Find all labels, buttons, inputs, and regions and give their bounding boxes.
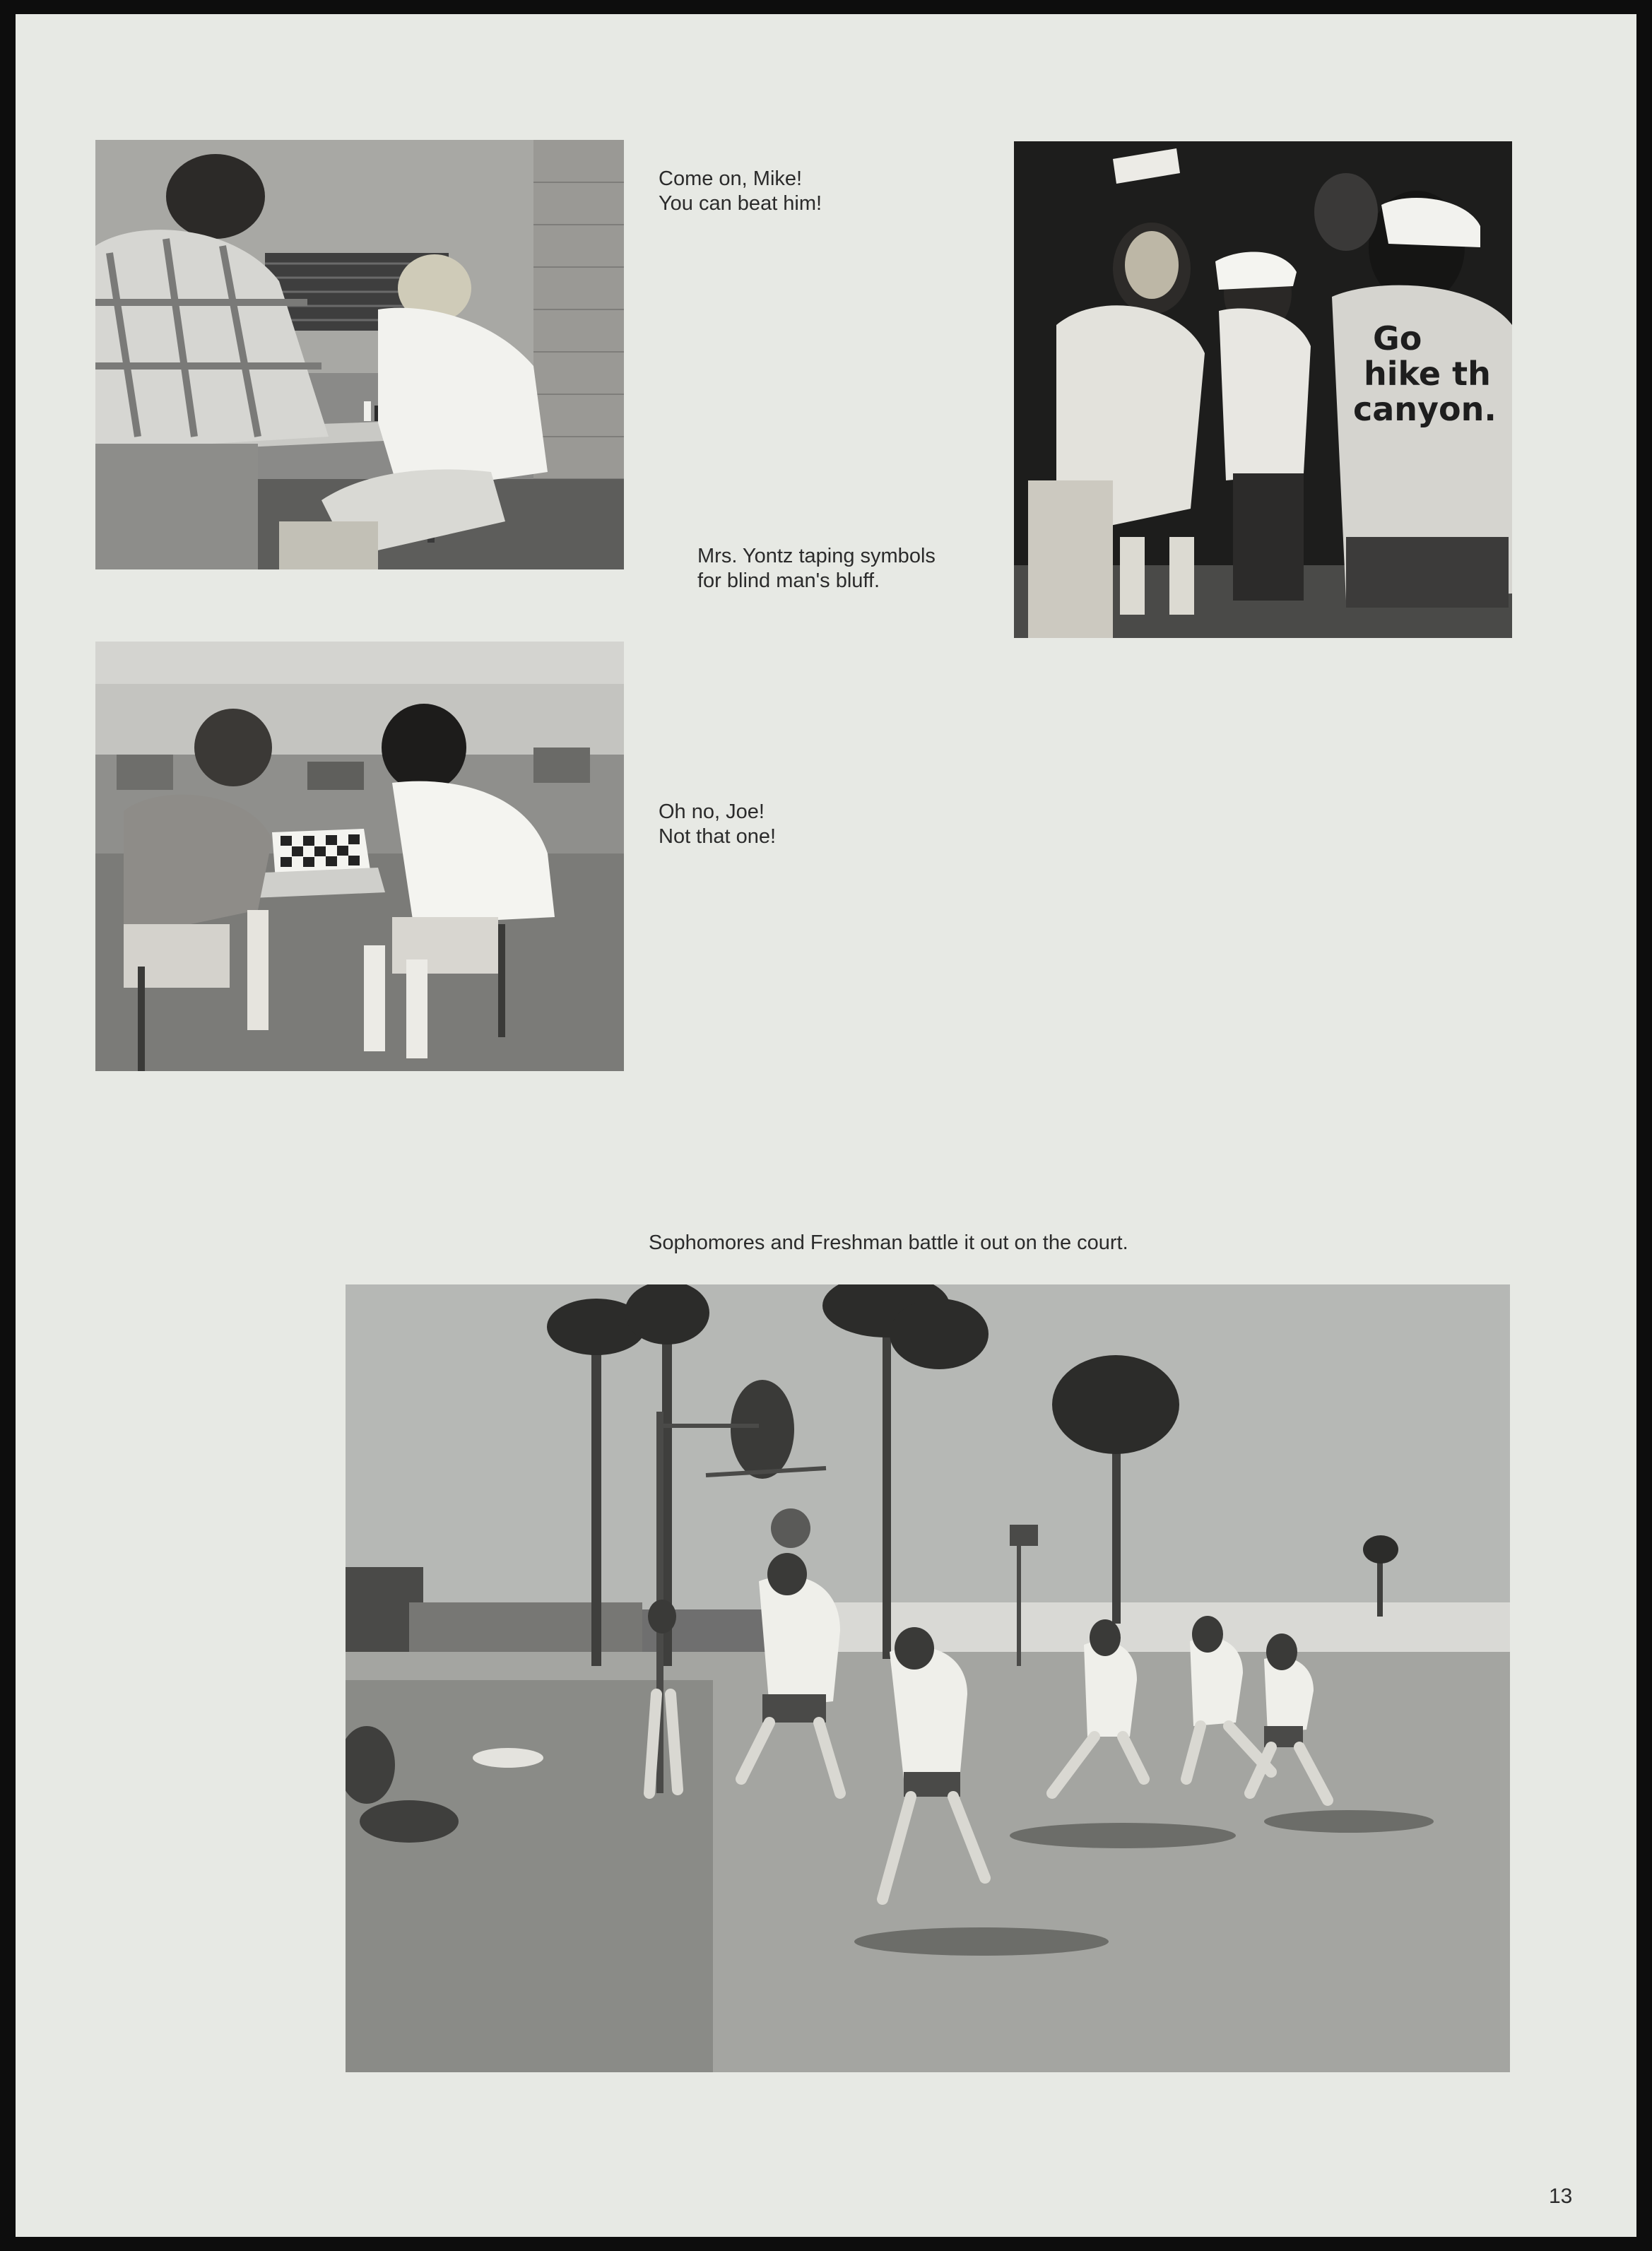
blind-mans-bluff-caption-line-1: Mrs. Yontz taping symbols xyxy=(697,545,936,567)
basketball-caption-text: Sophomores and Freshman battle it out on the court. xyxy=(649,1231,1128,1254)
blind-mans-bluff-caption-line-2: for blind man's bluff. xyxy=(697,569,880,592)
tshirt-text-line-3: canyon. xyxy=(1353,390,1497,428)
yearbook-page xyxy=(16,14,1636,2237)
chess-caption-line-1: Come on, Mike! xyxy=(659,167,803,190)
basketball-caption xyxy=(649,1231,1128,1256)
page-number: 13 xyxy=(1549,2185,1573,2208)
blind-mans-bluff-photo xyxy=(1014,141,1512,638)
basketball-photo xyxy=(346,1284,1510,2072)
checkers-caption-line-2: Not that one! xyxy=(659,825,777,848)
blind-mans-bluff-caption xyxy=(697,544,936,593)
checkers-caption-line-1: Oh no, Joe! xyxy=(659,800,765,823)
chess-caption xyxy=(659,167,822,216)
chess-caption-line-2: You can beat him! xyxy=(659,192,822,215)
checkers-photo xyxy=(95,642,624,1071)
tshirt-text-line-2: hike th xyxy=(1364,355,1491,393)
tshirt-text-line-1: Go xyxy=(1373,319,1422,358)
checkers-caption xyxy=(659,800,776,849)
chess-photo xyxy=(95,140,624,569)
